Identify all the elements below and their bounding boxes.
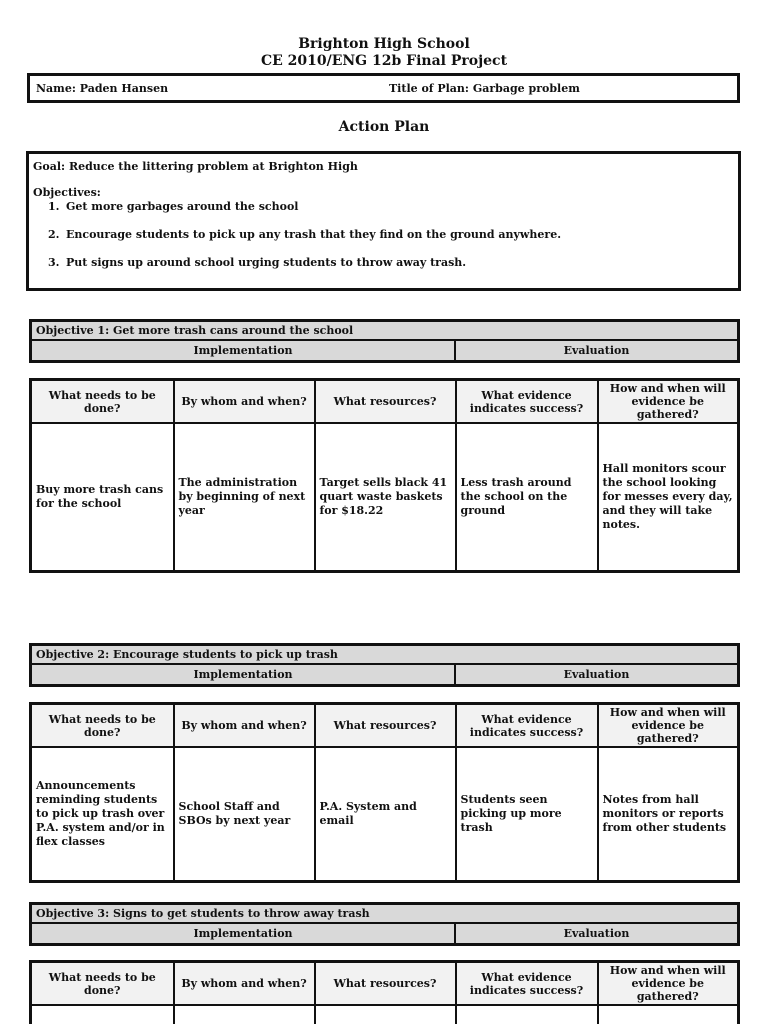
student-info-bar — [27, 73, 740, 103]
col-gathered: How and when will evidence be gathered? — [598, 704, 739, 748]
cell-gathered — [598, 1005, 739, 1024]
objective-3-label: Objective 3: — [36, 907, 110, 920]
objective-item — [48, 200, 734, 214]
col-gathered: How and when will evidence be gathered? — [598, 962, 739, 1006]
col-gathered: How and when will evidence be gathered? — [598, 380, 739, 424]
objective-text: Put signs up around school urging students to throw away trash. — [66, 256, 467, 269]
col-evidence: What evidence indicates success? — [456, 380, 598, 424]
cell-evidence: Less trash around the school on the ground — [456, 423, 598, 571]
objective-1-title — [32, 322, 737, 341]
table-header-row — [31, 704, 739, 748]
implementation-label: Implementation — [32, 341, 456, 360]
section-title: Action Plan — [338, 119, 430, 135]
objective-1-text: Get more trash cans around the school — [113, 324, 354, 337]
col-resources: What resources? — [315, 704, 456, 748]
col-who: By whom and when? — [174, 704, 315, 748]
student-name: Paden Hansen — [79, 82, 169, 95]
objective-1-table — [29, 378, 740, 573]
objective-number: 2. — [48, 228, 60, 241]
cell-gathered: Hall monitors scour the school looking for messes every day, and they will take notes. — [598, 423, 739, 571]
table-header-row — [31, 380, 739, 424]
document-header — [0, 36, 768, 70]
objective-number: 3. — [48, 256, 60, 269]
col-evidence: What evidence indicates success? — [456, 704, 598, 748]
goal-label: Goal: — [33, 160, 66, 173]
plan-title: Garbage problem — [472, 82, 580, 95]
col-resources: What resources? — [315, 380, 456, 424]
col-what: What needs to be done? — [31, 962, 174, 1006]
cell-resources: Target sells black 41 quart waste baskets for $18.22 — [315, 423, 456, 571]
objective-text: Get more garbages around the school — [66, 200, 299, 213]
objective-3-bar — [29, 902, 740, 946]
implementation-label: Implementation — [32, 924, 456, 943]
objective-2-subheader — [32, 665, 737, 684]
objective-3-title — [32, 905, 737, 924]
objective-2-title — [32, 646, 737, 665]
cell-gathered: Notes from hall monitors or reports from other students — [598, 747, 739, 881]
cell-evidence — [456, 1005, 598, 1024]
cell-who: The administration by beginning of next year — [174, 423, 315, 571]
objective-text: Encourage students to pick up any trash that they find on the ground anywhere. — [66, 228, 562, 241]
objective-1-subheader — [32, 341, 737, 360]
plan-label: Title of Plan: — [389, 82, 469, 95]
cell-what: Buy more trash cans for the school — [31, 423, 174, 571]
project-title: CE 2010/ENG 12b Final Project — [260, 53, 508, 69]
objective-3-subheader — [32, 924, 737, 943]
objective-item — [48, 256, 734, 270]
table-header-row — [31, 962, 739, 1006]
goal-box — [26, 151, 741, 291]
cell-what — [31, 1005, 174, 1024]
objective-number: 1. — [48, 200, 60, 213]
table-row — [31, 747, 739, 881]
cell-resources: P.A. System and email — [315, 747, 456, 881]
evaluation-label: Evaluation — [563, 344, 630, 357]
objective-3-text: Signs to get students to throw away trash — [113, 907, 370, 920]
implementation-label: Implementation — [32, 665, 456, 684]
objective-1-label: Objective 1: — [36, 324, 110, 337]
col-who: By whom and when? — [174, 962, 315, 1006]
school-name: Brighton High School — [298, 36, 470, 52]
goal-text: Reduce the littering problem at Brighton High — [68, 160, 358, 173]
col-resources: What resources? — [315, 962, 456, 1006]
col-what: What needs to be done? — [31, 704, 174, 748]
col-evidence: What evidence indicates success? — [456, 962, 598, 1006]
goal-statement — [33, 159, 734, 174]
objective-2-text: Encourage students to pick up trash — [113, 648, 338, 661]
table-row — [31, 423, 739, 571]
evaluation-label: Evaluation — [563, 668, 630, 681]
table-row — [31, 1005, 739, 1024]
objectives-list — [48, 200, 734, 270]
name-label: Name: — [36, 82, 76, 95]
plan-title-field — [389, 82, 580, 95]
cell-who: School Staff and SBOs by next year — [174, 747, 315, 881]
cell-evidence: Students seen picking up more trash — [456, 747, 598, 881]
col-who: By whom and when? — [174, 380, 315, 424]
objective-3-table — [29, 960, 740, 1024]
cell-resources — [315, 1005, 456, 1024]
objectives-label: Objectives: — [33, 186, 101, 199]
cell-who — [174, 1005, 315, 1024]
objective-item — [48, 228, 734, 242]
objective-2-label: Objective 2: — [36, 648, 110, 661]
evaluation-label: Evaluation — [563, 927, 630, 940]
cell-what: Announcements reminding students to pick up trash over P.A. system and/or in flex classes — [31, 747, 174, 881]
col-what: What needs to be done? — [31, 380, 174, 424]
objective-2-table — [29, 702, 740, 883]
objective-1-bar — [29, 319, 740, 363]
objective-2-bar — [29, 643, 740, 687]
student-name-field — [36, 82, 168, 95]
